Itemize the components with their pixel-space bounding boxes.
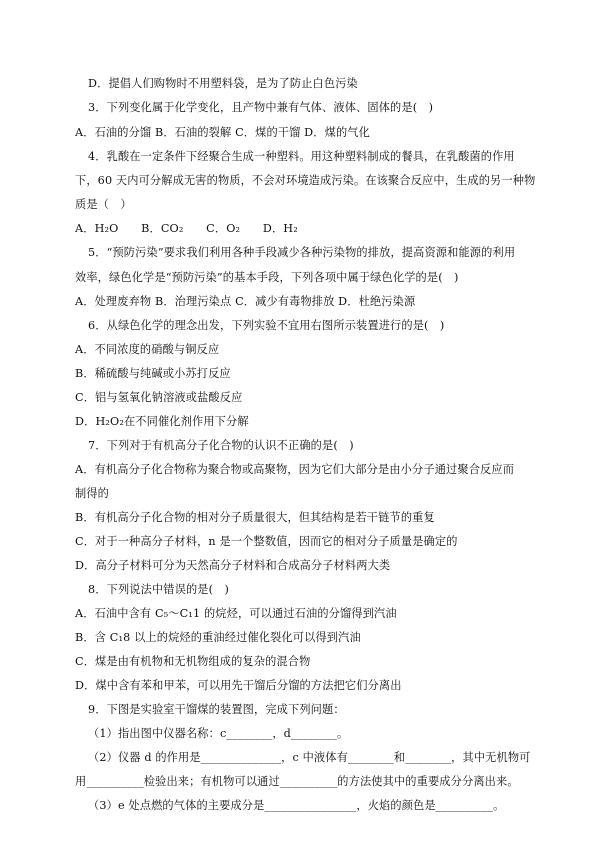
- question-9-part-1: （1）指出图中仪器名称：c________，d________。: [88, 727, 349, 740]
- question-4-line-1: 4．乳酸在一定条件下经聚合生成一种塑料。用这种塑料制成的餐具，在乳酸菌的作用: [88, 150, 515, 163]
- option-6d: D．H₂O₂在不同催化剂作用下分解: [75, 415, 249, 428]
- question-5-line-1: 5．“预防污染”要求我们利用各种手段减少各种污染物的排放，提高资源和能源的利用: [88, 246, 516, 259]
- question-7: 7．下列对于有机高分子化合物的认识不正确的是( ): [88, 439, 354, 452]
- option-7a-line-2: 制得的: [75, 487, 110, 500]
- option-6b: B．稀硫酸与纯碱或小苏打反应: [75, 367, 231, 380]
- option-7b: B．有机高分子化合物的相对分子质量很大，但其结构是若干链节的重复: [75, 511, 435, 524]
- option-7c: C．对于一种高分子材料，n 是一个整数值，因而它的相对分子质量是确定的: [75, 535, 458, 548]
- question-9-part-3: （3）e 处点燃的气体的主要成分是________________，火焰的颜色是__________。: [88, 799, 505, 812]
- option-2d: D．提倡人们购物时不用塑料袋，是为了防止白色污染: [88, 77, 358, 90]
- question-6: 6．从绿色化学的理念出发，下列实验不宜用右图所示装置进行的是( ): [88, 319, 445, 332]
- options-5: A．处理废弃物 B．治理污染点 C．减少有毒物排放 D．杜绝污染源: [75, 295, 416, 308]
- options-4: A．H₂O B．CO₂ C．O₂ D．H₂: [75, 222, 298, 235]
- option-7a-line-1: A．有机高分子化合物称为聚合物或高聚物，因为它们大部分是由小分子通过聚合反应而: [75, 463, 515, 476]
- question-5-line-2: 效率，绿色化学是“预防污染”的基本手段，下列各项中属于绿色化学的是( ): [75, 271, 459, 284]
- option-6a: A．不同浓度的硝酸与铜反应: [75, 343, 220, 356]
- option-8b: B．含 C₁8 以上的烷烃的重油经过催化裂化可以得到汽油: [75, 631, 361, 644]
- option-8a: A．石油中含有 C₅～C₁1 的烷烃，可以通过石油的分馏得到汽油: [75, 607, 397, 620]
- option-8c: C．煤是由有机物和无机物组成的复杂的混合物: [75, 655, 311, 668]
- question-9: 9．下图是实验室干馏煤的装置图，完成下列问题：: [88, 703, 345, 716]
- question-4-line-3: 质是（ ）: [75, 198, 132, 211]
- question-3: 3．下列变化属于化学变化，且产物中兼有气体、液体、固体的是( ): [88, 101, 434, 114]
- question-8: 8．下列说法中错误的是( ): [88, 583, 230, 596]
- question-9-part-2-line-2: 用__________检验出来；有机物可以通过__________的方法使其中的重要成分分离出来。: [75, 775, 519, 788]
- option-7d: D．高分子材料可分为天然高分子材料和合成高分子材料两大类: [75, 559, 391, 572]
- question-9-part-2-line-1: （2）仪器 d 的作用是______________，c 中液体有________和________，其中无机物可: [88, 751, 531, 764]
- question-4-line-2: 下，60 天内可分解成无害的物质，不会对环境造成污染。在该聚合反应中，生成的另一种物: [75, 174, 536, 187]
- options-3: A．石油的分馏 B．石油的裂解 C．煤的干馏 D．煤的气化: [75, 126, 370, 139]
- option-8d: D．煤中含有苯和甲苯，可以用先干馏后分馏的方法把它们分离出: [75, 679, 402, 692]
- option-6c: C．铝与氢氧化钠溶液或盐酸反应: [75, 391, 243, 404]
